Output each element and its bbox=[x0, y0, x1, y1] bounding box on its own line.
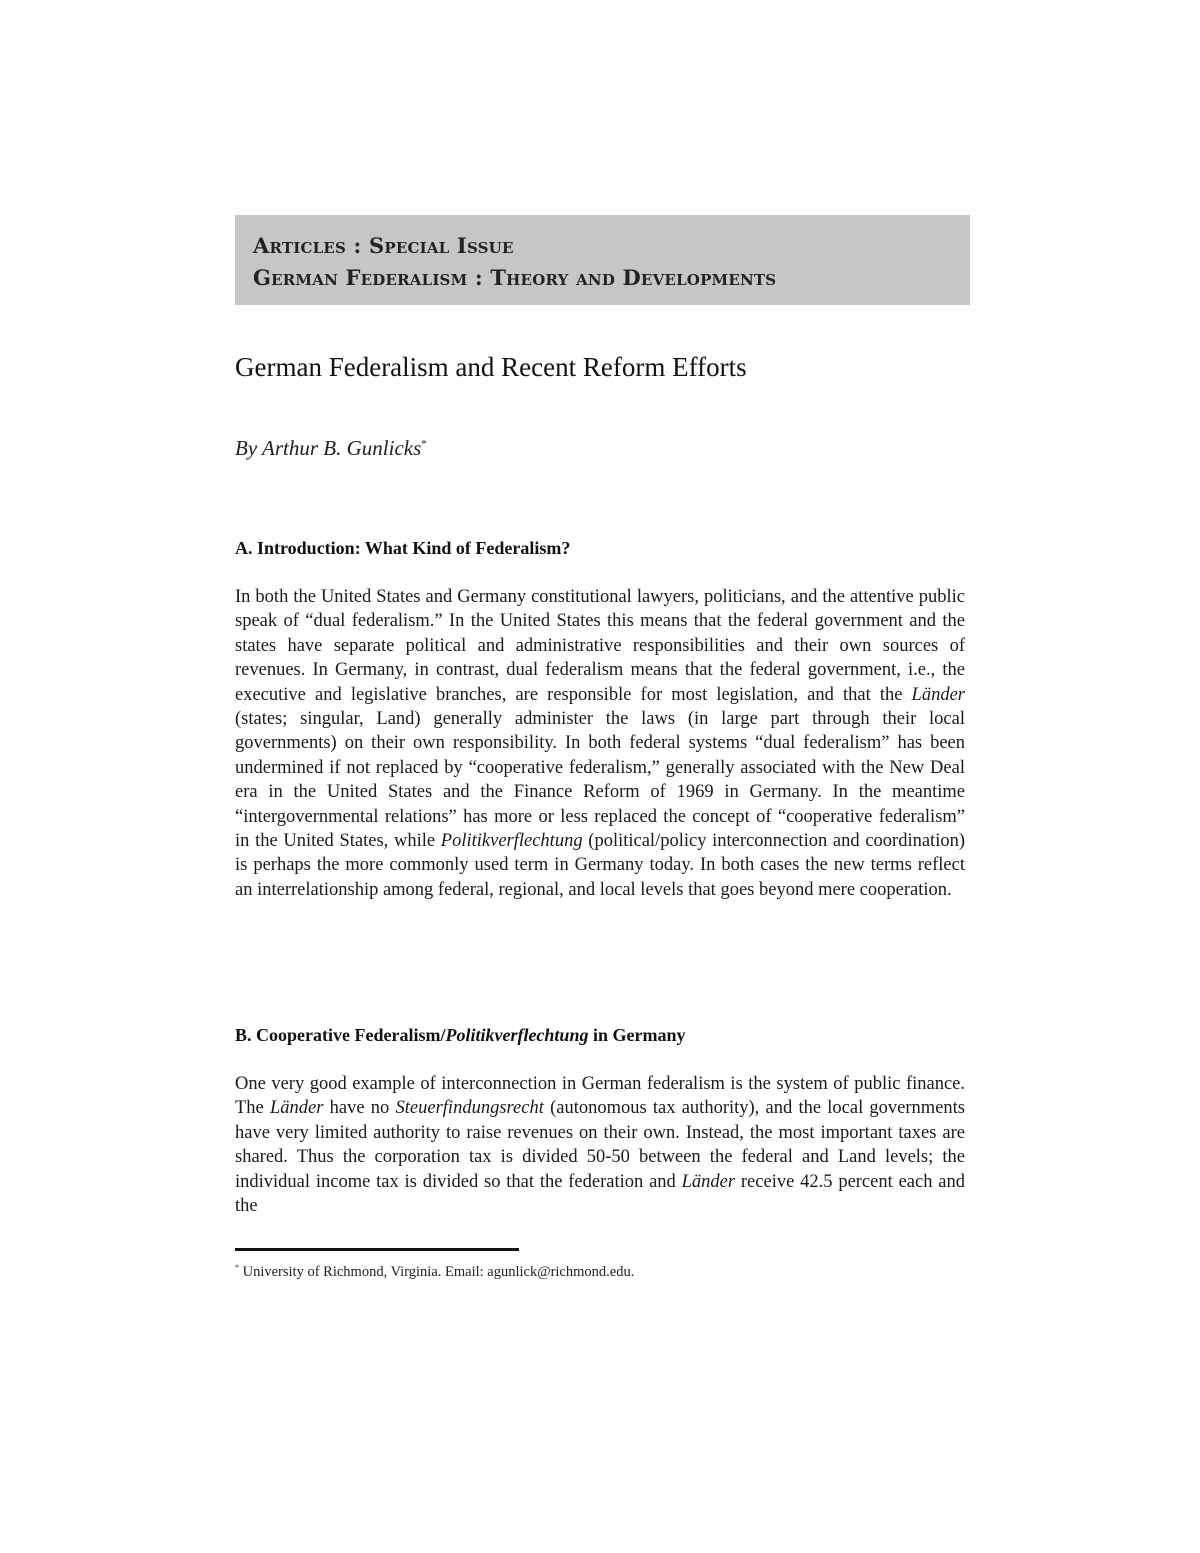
footnote-marker: * bbox=[235, 1263, 239, 1272]
author-footnote bbox=[235, 1263, 634, 1281]
footnote-divider bbox=[235, 1248, 519, 1251]
banner-line-theme: German Federalism : Theory and Developments bbox=[253, 265, 777, 290]
special-issue-banner bbox=[235, 215, 970, 305]
author-footnote-marker: * bbox=[421, 438, 427, 450]
footnote-text: University of Richmond, Virginia. Email: agunlick@richmond.edu. bbox=[239, 1263, 635, 1280]
author-byline bbox=[235, 436, 427, 461]
section-a-paragraph: In both the United States and Germany constitutional lawyers, politicians, and the attentive public speak of “dual federalism.” In the United States this means that the federal government and the states have separate political and administrative responsibilities and their own sources of revenues. In Germany, in contrast, dual federalism means that the federal government, i.e., the executive and legislative branches, are responsible for most legislation, and that the Länder (states; singular, Land) generally administer the laws (in large part through their local governments) on their own responsibility. In both federal systems “dual federalism” has been undermined if not replaced by “cooperative federalism,” generally associated with the New Deal era in the United States and the Finance Reform of 1969 in Germany. In the meantime “intergovernmental relations” has more or less replaced the concept of “cooperative federalism” in the United States, while Politikverflechtung (political/policy interconnection and coordination) is perhaps the more commonly used term in Germany today. In both cases the new terms reflect an interrelationship among federal, regional, and local levels that goes beyond mere cooperation. bbox=[235, 587, 965, 900]
section-b-heading: B. Cooperative Federalism/Politikverflechtung in Germany bbox=[235, 1025, 686, 1045]
banner-line-articles: Articles : Special Issue bbox=[253, 233, 514, 258]
author-name: By Arthur B. Gunlicks bbox=[235, 436, 422, 460]
section-b-paragraph: One very good example of interconnection in German federalism is the system of public finance. The Länder have no Steuerfindungsrecht (autonomous tax authority), and the local governments have very limited authority to raise revenues on their own. Instead, the most important taxes are shared. Thus the corporation tax is divided 50-50 between the federal and Land levels; the individual income tax is divided so that the federation and Länder receive 42.5 percent each and the bbox=[235, 1074, 965, 1217]
section-a-heading: A. Introduction: What Kind of Federalism? bbox=[235, 538, 571, 558]
article-title: German Federalism and Recent Reform Efforts bbox=[235, 352, 747, 382]
